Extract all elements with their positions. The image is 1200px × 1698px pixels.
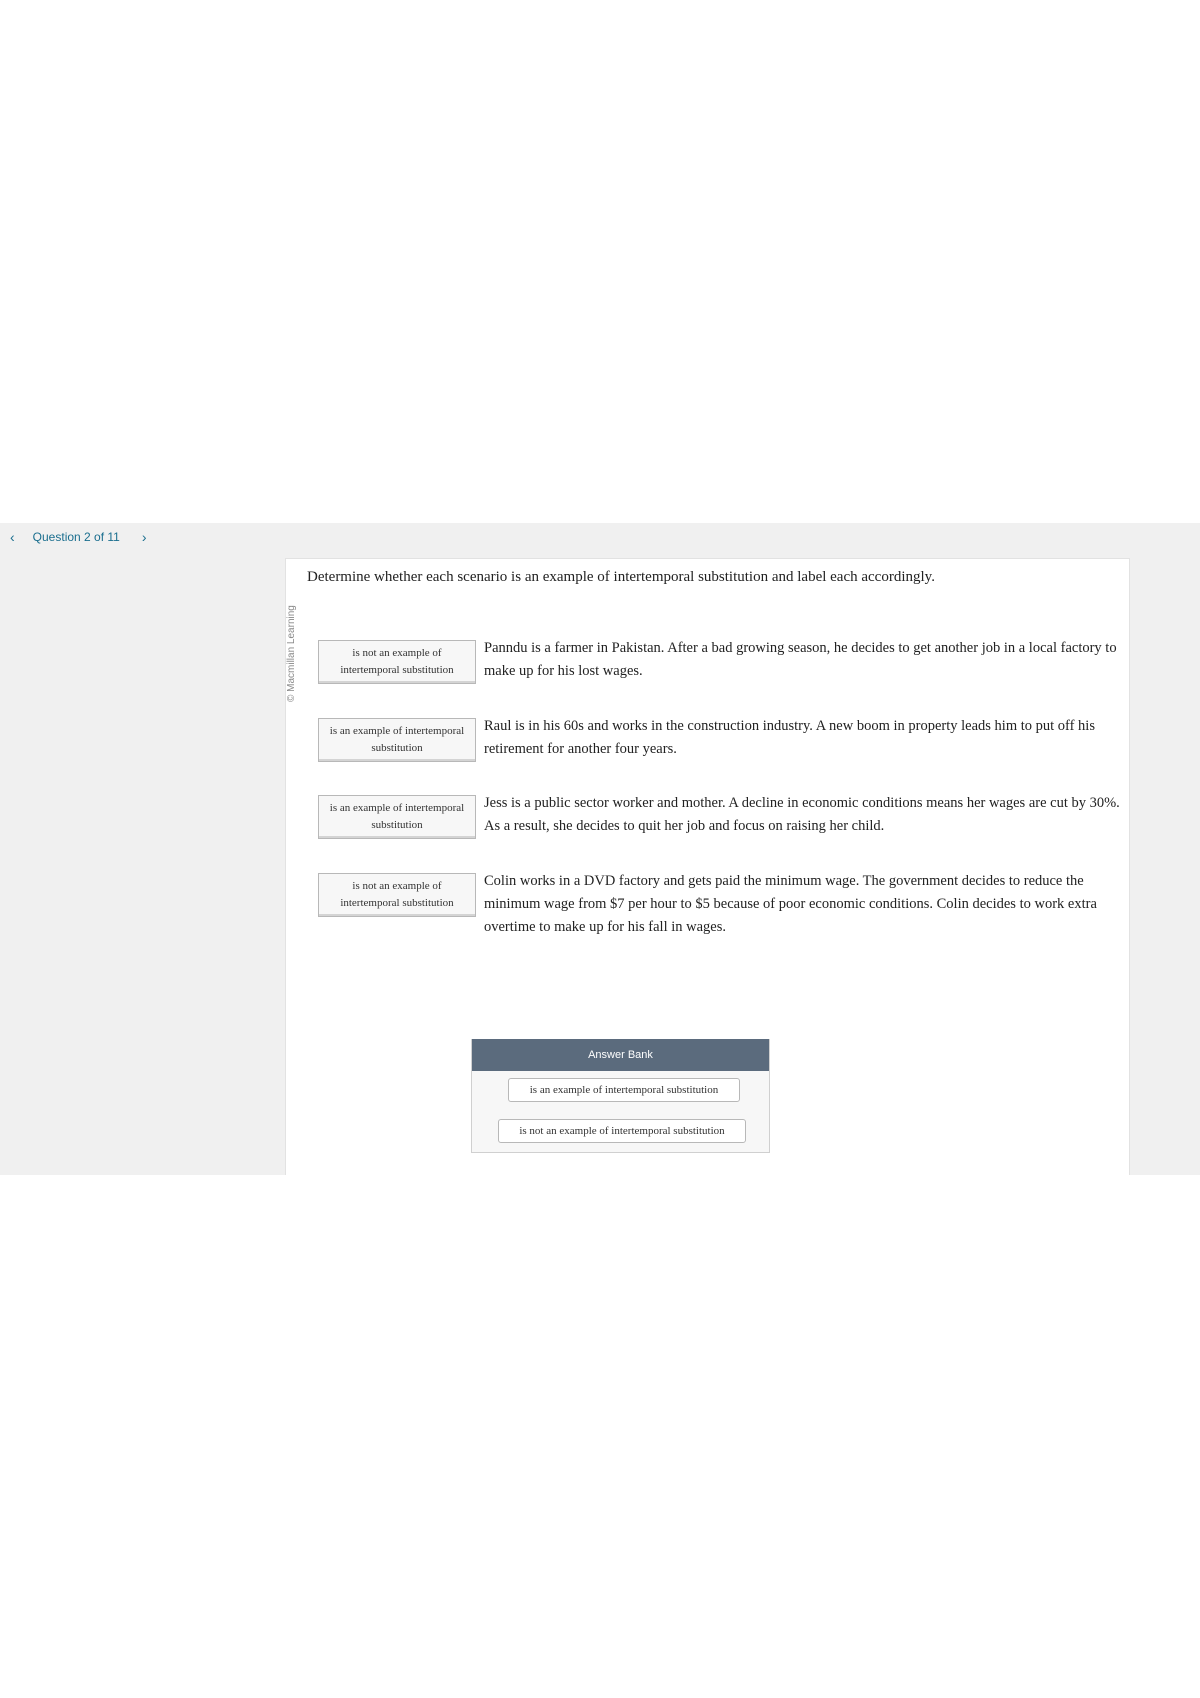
scenario-row: [318, 873, 1118, 935]
drop-target-label[interactable]: is not an example of intertemporal substitution: [318, 873, 476, 917]
scenario-text: Raul is in his 60s and works in the construction industry. A new boom in property leads him to put off his retirement for another four years.: [484, 718, 1095, 757]
question-navigation: [6, 528, 151, 546]
previous-question-icon[interactable]: ‹: [10, 529, 15, 545]
copyright-notice: © Macmillan Learning: [286, 605, 297, 702]
drop-target-label[interactable]: is an example of intertemporal substitution: [318, 795, 476, 839]
scenario-row: [318, 640, 1118, 688]
answer-chip[interactable]: is an example of intertemporal substitution: [508, 1078, 740, 1102]
answer-chip[interactable]: is not an example of intertemporal substitution: [498, 1119, 746, 1143]
drop-target-label[interactable]: is not an example of intertemporal substitution: [318, 640, 476, 684]
next-question-icon[interactable]: ›: [141, 529, 147, 545]
answer-bank-title: Answer Bank: [472, 1039, 769, 1071]
scenario-text: Colin works in a DVD factory and gets paid the minimum wage. The government decides to reduce the minimum wage from $7 per hour to $5 because of poor economic conditions. Colin decides to work extra overtime to make up for his fall in wages.: [484, 873, 1097, 935]
scenario-row: [318, 718, 1118, 766]
question-counter[interactable]: Question 2 of 11: [32, 530, 120, 544]
scenario-text: Panndu is a farmer in Pakistan. After a bad growing season, he decides to get another job in a local factory to make up for his lost wages.: [484, 640, 1117, 679]
answer-bank: [471, 1039, 770, 1153]
drop-target-label[interactable]: is an example of intertemporal substitution: [318, 718, 476, 762]
scenario-text: Jess is a public sector worker and mother. A decline in economic conditions means her wages are cut by 30%. As a result, she decides to quit her job and focus on raising her child.: [484, 795, 1120, 834]
question-instructions: Determine whether each scenario is an example of intertemporal substitution and label each accordingly.: [307, 569, 935, 585]
scenario-row: [318, 795, 1118, 843]
